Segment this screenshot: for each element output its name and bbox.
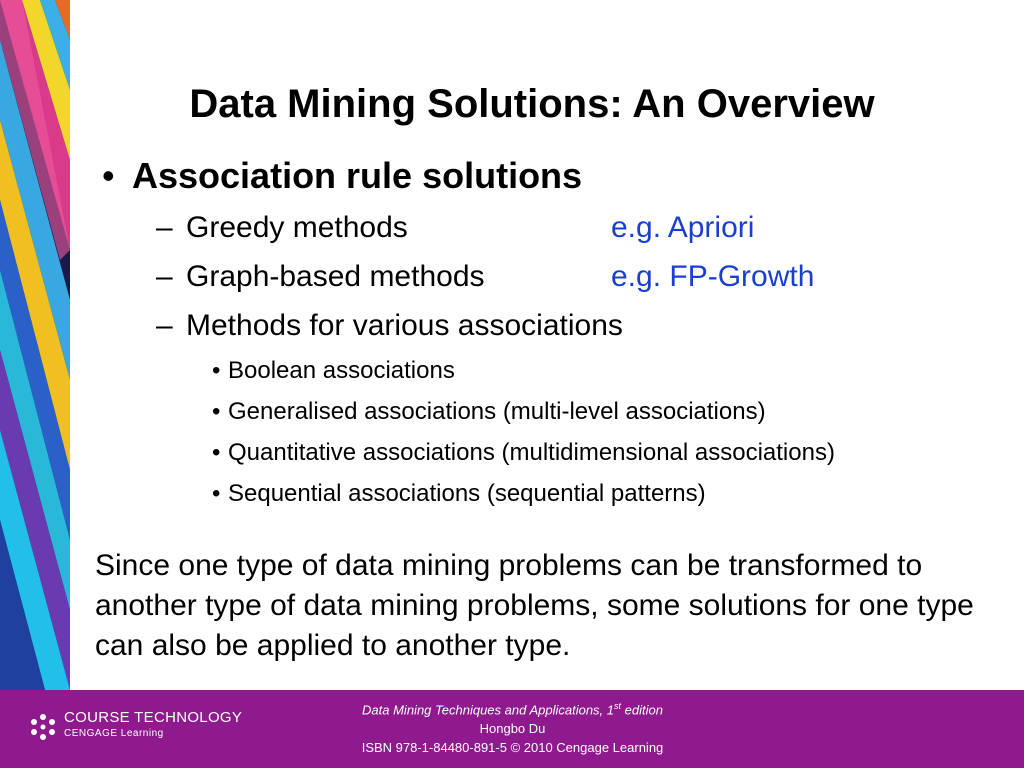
subitem-various — [156, 308, 623, 344]
cengage-star-icon — [28, 712, 58, 742]
author-name: Hongbo Du — [479, 721, 546, 737]
summary-paragraph: Since one type of data mining problems can be transformed to another type of data mining problems, some solutions for one type can also be applied to another type. — [95, 549, 974, 662]
logo-text-secondary: CENGAGE Learning — [64, 728, 164, 739]
book-title-sup: st — [614, 701, 622, 711]
subsubitem-quantitative — [212, 438, 835, 468]
subsubitem-text: Boolean associations — [228, 357, 455, 384]
subitem-label: Methods for various associations — [186, 309, 623, 342]
logo-text-primary: COURSE TECHNOLOGY — [64, 709, 243, 726]
subsubitem-sequential — [212, 479, 706, 509]
dot-bullet: • — [212, 480, 221, 507]
footer-bar — [0, 690, 1024, 768]
subitem-greedy — [156, 210, 755, 246]
slide-title: Data Mining Solutions: An Overview — [189, 82, 875, 126]
subsubitem-generalised — [212, 397, 766, 427]
subitem-label: Graph-based methods — [186, 260, 485, 293]
heading-bullet-item — [102, 154, 582, 198]
bullet-dot: • — [102, 155, 115, 196]
subsubitem-text: Sequential associations (sequential patterns) — [228, 480, 706, 507]
footer-credit — [330, 697, 695, 757]
heading-text: Association rule solutions — [132, 155, 583, 196]
subitem-example: e.g. Apriori — [611, 211, 755, 244]
book-title-text: Data Mining Techniques and Applications, 1 — [362, 702, 615, 718]
subitem-label: Greedy methods — [186, 211, 408, 244]
isbn-line: ISBN 978-1-84480-891-5 © 2010 Cengage Learning — [361, 740, 664, 756]
dot-bullet: • — [212, 439, 221, 466]
publisher-logo — [28, 709, 258, 749]
dash-bullet: – — [156, 309, 173, 342]
book-title-suffix: edition — [621, 702, 663, 718]
dash-bullet: – — [156, 211, 173, 244]
subitem-example: e.g. FP-Growth — [611, 260, 815, 293]
subsubitem-text: Quantitative associations (multidimensional associations) — [228, 439, 835, 466]
dot-bullet: • — [212, 357, 221, 384]
book-title — [330, 697, 695, 719]
dash-bullet: – — [156, 260, 173, 293]
subsubitem-text: Generalised associations (multi-level associations) — [228, 398, 766, 425]
subsubitem-boolean — [212, 356, 455, 386]
subitem-graph — [156, 259, 815, 295]
dot-bullet: • — [212, 398, 221, 425]
